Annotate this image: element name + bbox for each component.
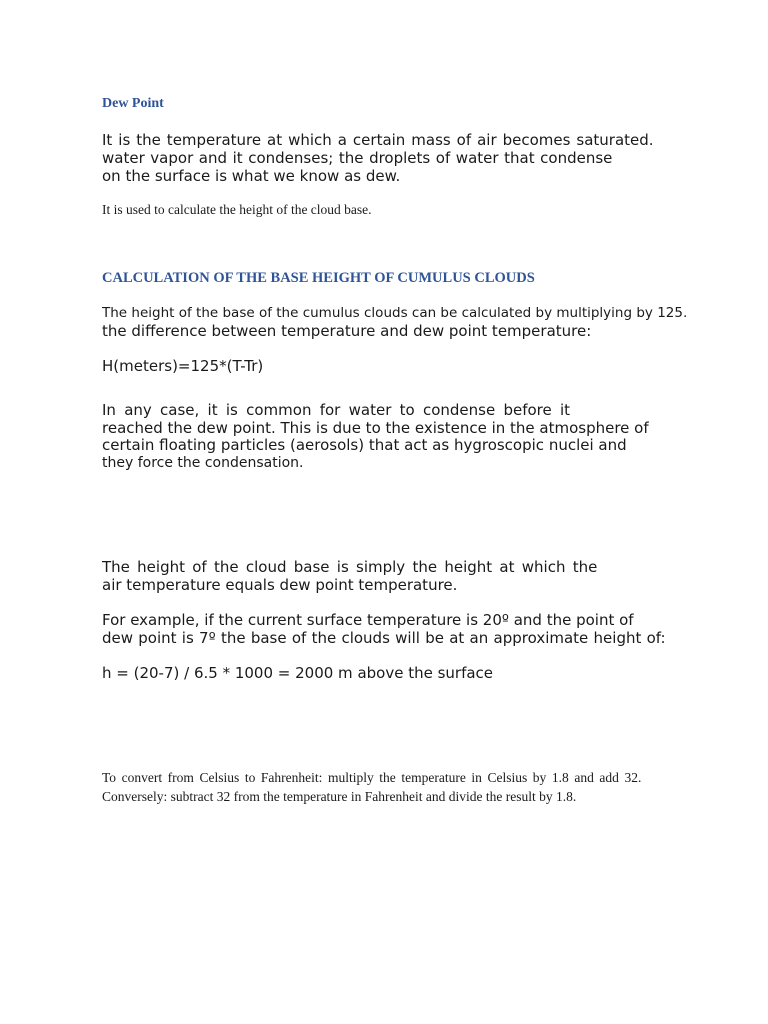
cloud-base-definition: [102, 558, 597, 594]
note-line: In any case, it is common for water to condense before it: [102, 401, 571, 419]
cumulus-intro-line-2: the difference between temperature and dew point temperature:: [102, 322, 592, 340]
cloud-base-line: air temperature equals dew point temperature.: [102, 576, 458, 594]
cloud-base-example-result: h = (20-7) / 6.5 * 1000 = 2000 m above the surface: [102, 664, 494, 682]
condensation-note: [102, 402, 649, 472]
cloud-base-example: [102, 611, 666, 647]
example-line: For example, if the current surface temperature is 20º and the point of: [102, 611, 634, 629]
definition-line: on the surface is what we know as dew.: [102, 167, 401, 185]
conversion-line: To convert from Celsius to Fahrenheit: multiply the temperature in Celsius by 1.8 and add 32.: [102, 770, 642, 785]
note-line: certain floating particles (aerosols) that act as hygroscopic nuclei and: [102, 436, 627, 454]
dew-point-usage: It is used to calculate the height of the cloud base.: [102, 202, 372, 217]
definition-line: water vapor and it condenses; the droplets of water that condense: [102, 149, 613, 167]
dew-point-heading: Dew Point: [102, 96, 164, 111]
temperature-conversion-note: [102, 768, 641, 806]
cloud-base-line: The height of the cloud base is simply the height at which the: [102, 558, 598, 576]
note-line: they force the condensation.: [102, 454, 304, 471]
dew-point-definition: [102, 131, 654, 185]
cumulus-formula: H(meters)=125*(T-Tr): [102, 357, 264, 375]
cumulus-intro-line-1: The height of the base of the cumulus clouds can be calculated by multiplying by 125.: [102, 305, 688, 321]
conversion-line: Conversely: subtract 32 from the temperature in Fahrenheit and divide the result by 1.8.: [102, 789, 577, 804]
example-line: dew point is 7º the base of the clouds will be at an approximate height of:: [102, 629, 666, 647]
cumulus-heading: CALCULATION OF THE BASE HEIGHT OF CUMULUS CLOUDS: [102, 270, 535, 286]
definition-line: It is the temperature at which a certain mass of air becomes saturated.: [102, 131, 654, 149]
note-line: reached the dew point. This is due to the existence in the atmosphere of: [102, 418, 649, 437]
